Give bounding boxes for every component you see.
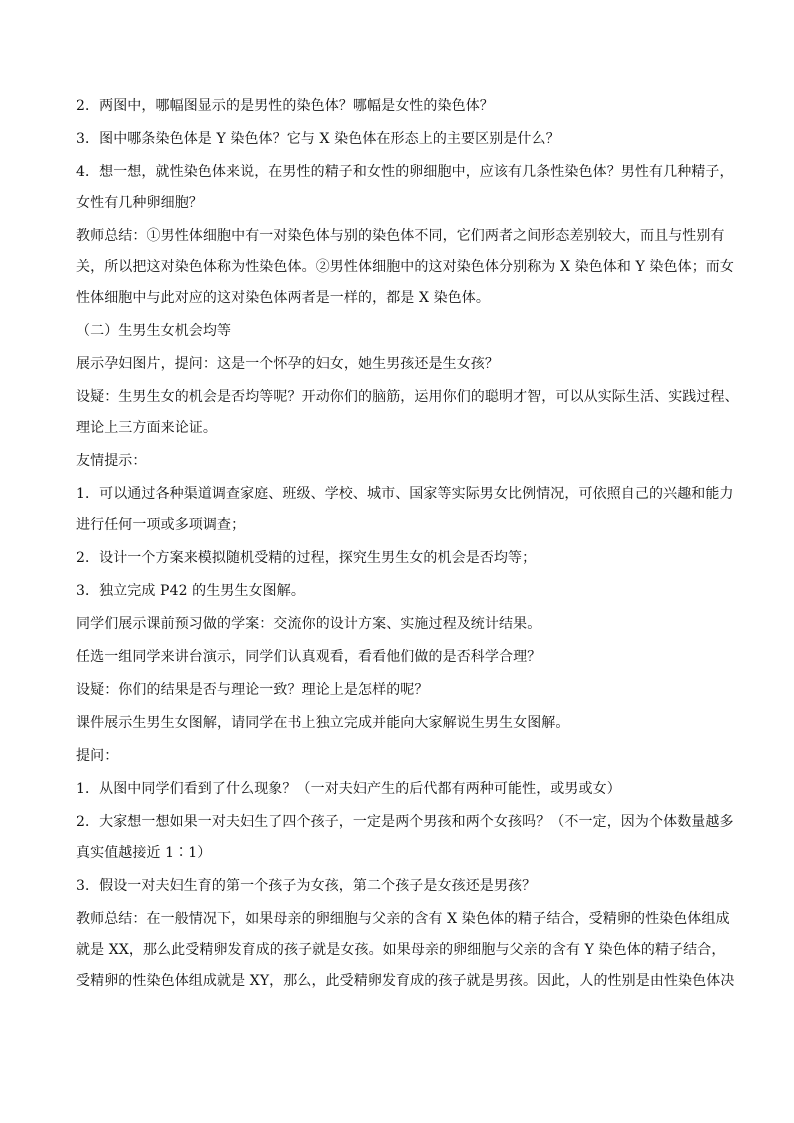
ask-1: 1．从图中同学们看到了什么现象？（一对夫妇产生的后代都有两种可能性，或男或女） (76, 781, 621, 797)
ask-2-line-2: 真实值越接近 1∶1） (76, 845, 212, 861)
tip-1-line-1: 1．可以通过各种渠道调查家庭、班级、学校、城市、国家等实际男女比例情况，可依照自己的兴趣和能力 (76, 486, 734, 502)
question-3: 3．图中哪条染色体是 Y 染色体？它与 X 染色体在形态上的主要区别是什么？ (76, 131, 560, 147)
document-page (76, 98, 739, 990)
friendly-tip-label: 友情提示： (76, 453, 147, 469)
question-2: 2．两图中，哪幅图显示的是男性的染色体？哪幅是女性的染色体？ (76, 98, 494, 114)
tip-1-line-2: 进行任何一项或多项调查； (76, 517, 246, 533)
tip-2: 2．设计一个方案来模拟随机受精的过程，探究生男生女的机会是否均等； (76, 550, 537, 566)
question-4-line-1: 4．想一想，就性染色体来说，在男性的精子和女性的卵细胞中，应该有几条性染色体？男性有几种精子， (76, 164, 734, 180)
show-picture-question: 展示孕妇图片，提问：这是一个怀孕的妇女，她生男孩还是生女孩？ (76, 356, 499, 372)
teacher-summary-1-line-1: 教师总结：①男性体细胞中有一对染色体与别的染色体不同，它们两者之间形态差别较大，而且与性别有 (76, 228, 725, 244)
courseware-show: 课件展示生男生女图解，请同学在书上独立完成并能向大家解说生男生女图解。 (76, 715, 570, 731)
students-show: 同学们展示课前预习做的学案：交流你的设计方案、实施过程及统计结果。 (76, 616, 542, 632)
question-4-line-2: 女性有几种卵细胞？ (76, 195, 203, 211)
doubt-2: 设疑：你们的结果是否与理论一致？理论上是怎样的呢？ (76, 682, 429, 698)
teacher-summary-2-line-1: 教师总结：在一般情况下，如果母亲的卵细胞与父亲的含有 X 染色体的精子结合，受精卵的性染色体组成 (76, 911, 730, 927)
doubt-1-line-1: 设疑：生男生女的机会是否均等呢？开动你们的脑筋，运用你们的聪明才智，可以从实际生活、实践过程、 (76, 389, 739, 405)
question-label: 提问： (76, 748, 119, 764)
section-heading: （二）生男生女机会均等 (76, 323, 232, 339)
teacher-summary-2-line-3: 受精卵的性染色体组成就是 XY，那么，此受精卵发育成的孩子就是男孩。因此，人的性别是由性染色体决 (76, 973, 735, 989)
group-demo: 任选一组同学来讲台演示，同学们认真观看，看看他们做的是否科学合理？ (76, 649, 542, 665)
tip-3: 3．独立完成 P42 的生男生女图解。 (76, 583, 305, 599)
teacher-summary-2-line-2: 就是 XX，那么此受精卵发育成的孩子就是女孩。如果母亲的卵细胞与父亲的含有 Y 染色体的精子结合， (76, 942, 726, 958)
teacher-summary-1-line-3: 性体细胞中与此对应的这对染色体两者是一样的，都是 X 染色体。 (76, 290, 490, 306)
ask-2-line-1: 2．大家想一想如果一对夫妇生了四个孩子，一定是两个男孩和两个女孩吗？（不一定，因为个体数量越多 (76, 814, 734, 830)
ask-3: 3．假设一对夫妇生育的第一个孩子为女孩，第二个孩子是女孩还是男孩？ (76, 878, 537, 894)
doubt-1-line-2: 理论上三方面来论证。 (76, 420, 217, 436)
teacher-summary-1-line-2: 关，所以把这对染色体称为性染色体。②男性体细胞中的这对染色体分别称为 X 染色体和 Y 染色体；而女 (76, 259, 735, 275)
